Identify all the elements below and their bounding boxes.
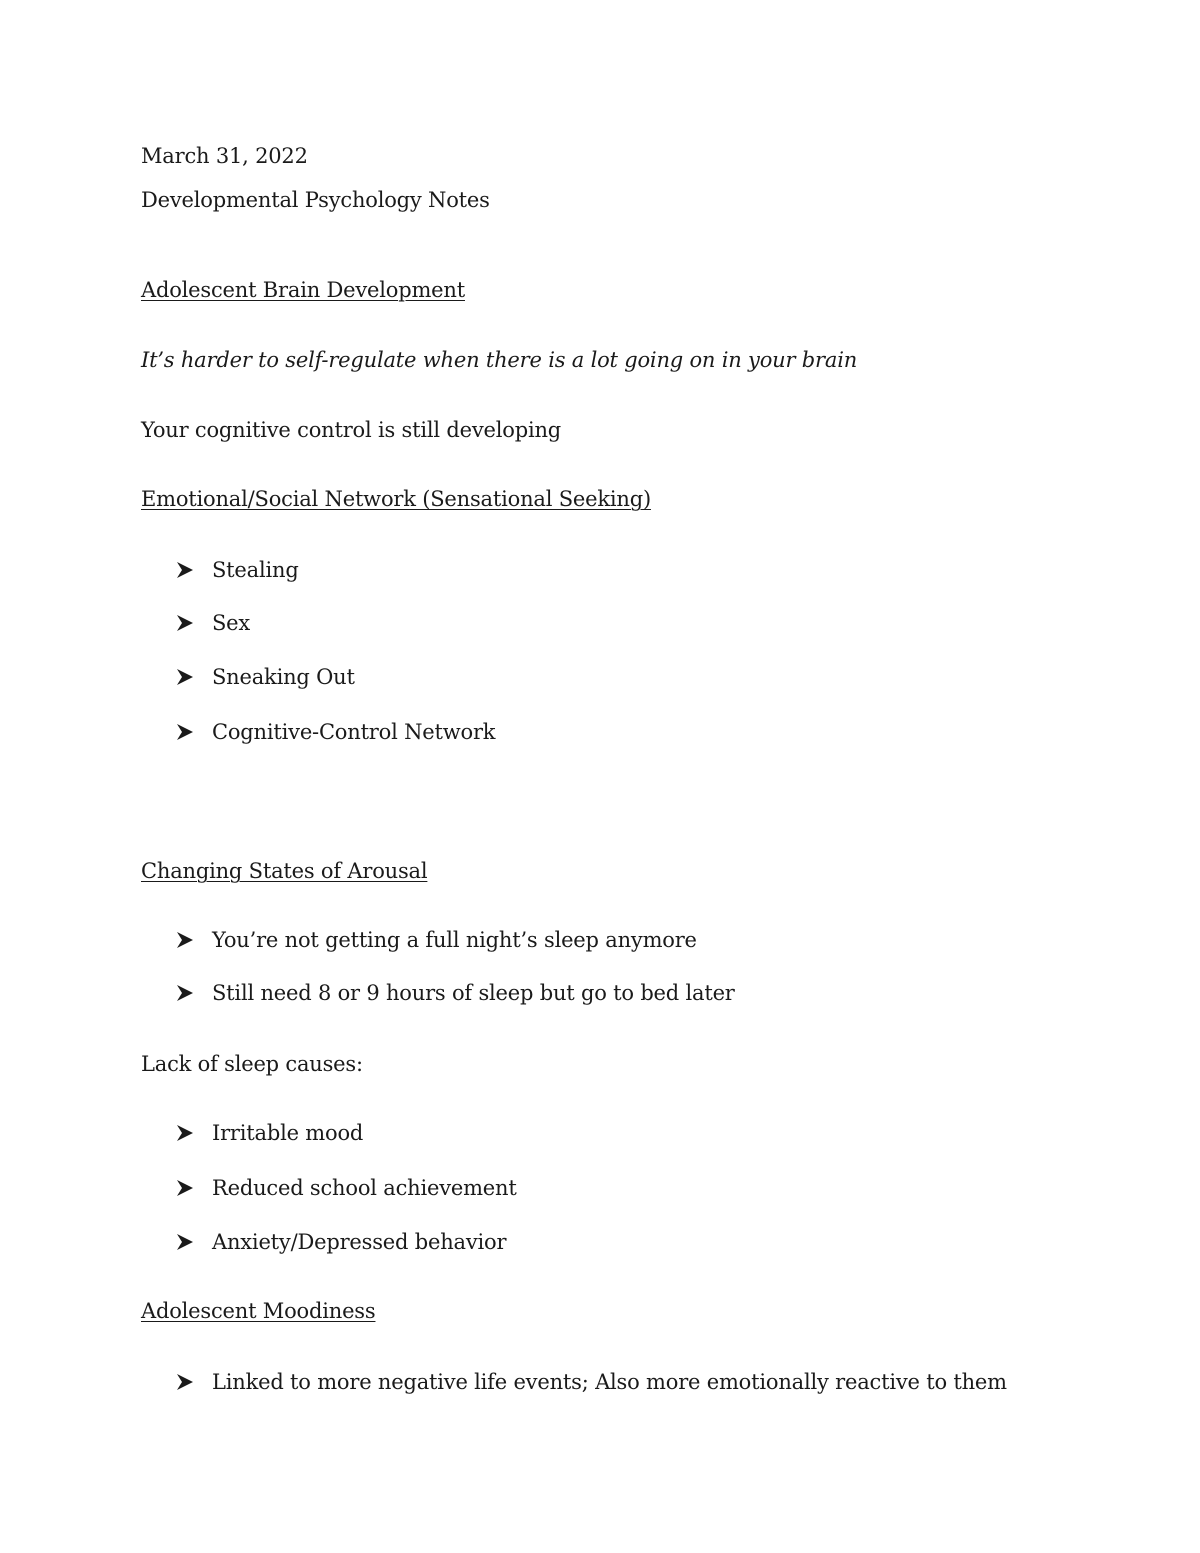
section-heading-arousal: Changing States of Arousal bbox=[141, 859, 428, 883]
arrowhead-bullet-icon bbox=[176, 926, 212, 949]
list-item bbox=[176, 609, 250, 637]
list-item-text: Sex bbox=[212, 611, 251, 635]
subheading-sleep-causes: Lack of sleep causes: bbox=[141, 1052, 363, 1076]
note-cognitive-control: Your cognitive control is still developing bbox=[141, 418, 562, 442]
section-heading-moodiness: Adolescent Moodiness bbox=[141, 1299, 376, 1323]
arrowhead-bullet-icon bbox=[176, 979, 212, 1002]
list-item bbox=[176, 926, 697, 954]
list-item bbox=[176, 718, 495, 746]
date: March 31, 2022 bbox=[141, 144, 308, 168]
arrowhead-bullet-icon bbox=[176, 663, 212, 686]
list-item bbox=[176, 663, 355, 691]
list-item-text: Sneaking Out bbox=[212, 665, 355, 689]
list-item bbox=[176, 979, 735, 1007]
arrowhead-bullet-icon bbox=[176, 1119, 212, 1142]
arrowhead-bullet-icon bbox=[176, 718, 212, 741]
list-item-text: Cognitive-Control Network bbox=[212, 720, 496, 744]
section-heading-brain-development: Adolescent Brain Development bbox=[141, 278, 465, 302]
list-item-text: Stealing bbox=[212, 558, 299, 582]
list-item bbox=[176, 556, 299, 584]
list-item-text: Reduced school achievement bbox=[212, 1176, 517, 1200]
list-item-text: Anxiety/Depressed behavior bbox=[212, 1230, 507, 1254]
list-item-text: Still need 8 or 9 hours of sleep but go to bed later bbox=[212, 981, 735, 1005]
list-item-text: You’re not getting a full night’s sleep anymore bbox=[212, 928, 697, 952]
arrowhead-bullet-icon bbox=[176, 1174, 212, 1197]
arrowhead-bullet-icon bbox=[176, 556, 212, 579]
list-item bbox=[176, 1119, 363, 1147]
arrowhead-bullet-icon bbox=[176, 1368, 212, 1391]
arrowhead-bullet-icon bbox=[176, 609, 212, 632]
list-item bbox=[176, 1174, 517, 1202]
italic-note: It’s harder to self-regulate when there is a lot going on in your brain bbox=[141, 348, 858, 372]
list-item-text: Linked to more negative life events; Also more emotionally reactive to them bbox=[212, 1370, 1007, 1394]
document-title: Developmental Psychology Notes bbox=[141, 188, 490, 212]
list-item-text: Irritable mood bbox=[212, 1121, 364, 1145]
arrowhead-bullet-icon bbox=[176, 1228, 212, 1251]
section-heading-emotional-social: Emotional/Social Network (Sensational Seeking) bbox=[141, 487, 651, 511]
list-item bbox=[176, 1228, 506, 1256]
list-item bbox=[176, 1368, 1007, 1396]
